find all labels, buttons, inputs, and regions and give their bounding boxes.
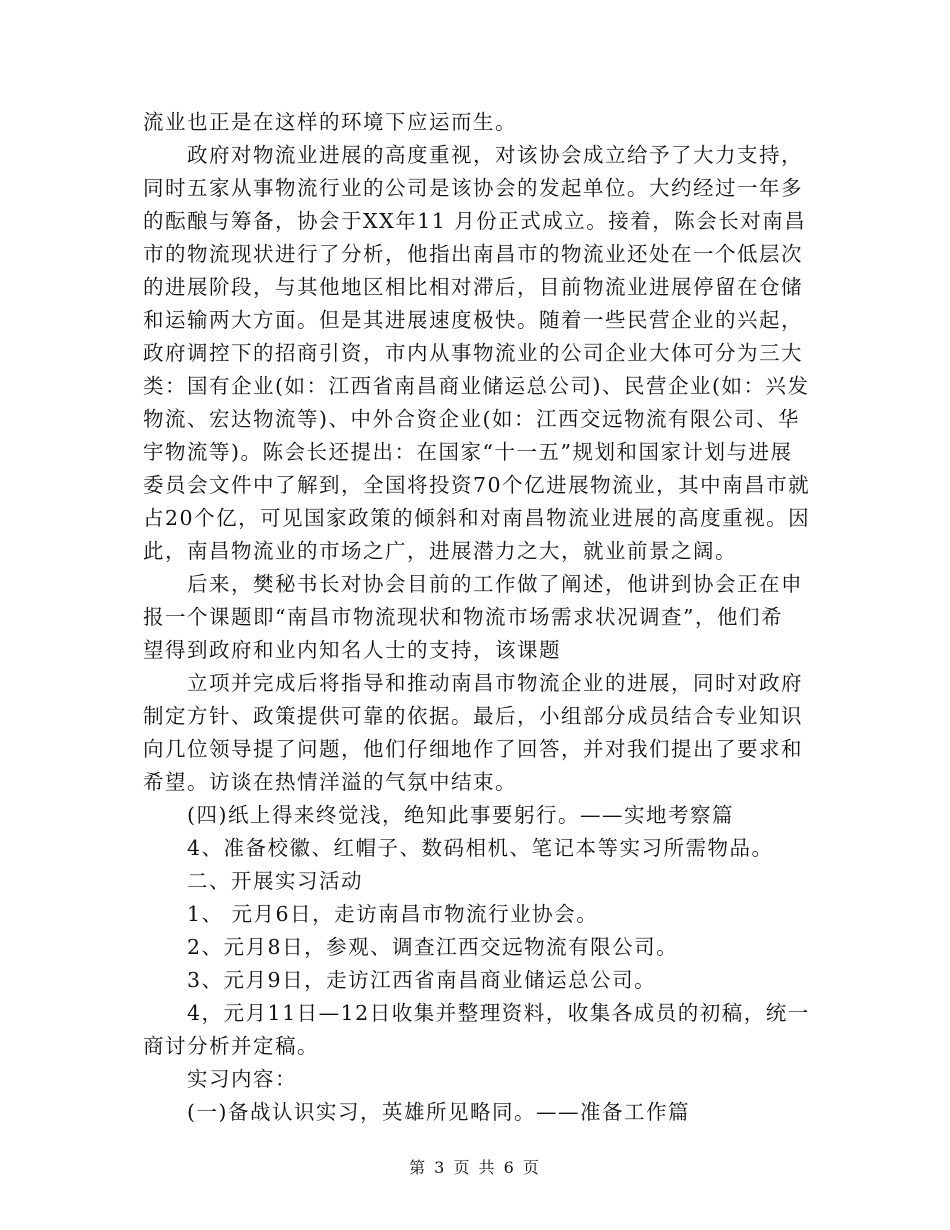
text-line: 委员会文件中了解到，全国将投资70个亿进展物流业，其中南昌市就 [143,473,811,497]
list-item: 3、元月9日，走访江西省南昌商业储运总公司。 [187,968,657,992]
text-line: 物流、宏达物流等)、中外合资企业(如：江西交远物流有限公司、华 [143,407,800,431]
text-line: 希望。访谈在热情洋溢的气氛中结束。 [143,770,517,794]
text-line: 宇物流等)。陈会长还提出：在国家“十一五”规划和国家计划与进展 [143,440,793,464]
text-line: 报一个课题即“南昌市物流现状和物流市场需求状况调查”，他们希 [143,605,783,629]
text-line: 的酝酿与筹备，协会于XX年11 月份正式成立。接着，陈会长对南昌 [143,209,807,233]
text-line: 立项并完成后将指导和推动南昌市物流企业的进展，同时对政府 [187,671,803,695]
text-line: 后来，樊秘书长对协会目前的工作做了阐述，他讲到协会正在申 [187,572,803,596]
list-item: 1、 元月6日，走访南昌市物流行业协会。 [187,902,599,926]
text-line: 流业也正是在这样的环境下应运而生。 [143,110,517,134]
text-line: 同时五家从事物流行业的公司是该协会的发起单位。大约经过一年多 [143,176,803,200]
list-item: 2、元月8日，参观、调查江西交远物流有限公司。 [187,935,679,959]
section-heading: 二、开展实习活动 [187,869,363,893]
text-line: 政府调控下的招商引资，市内从事物流业的公司企业大体可分为三大 [143,341,803,365]
section-heading: (一)备战认识实习，英雄所见略同。——准备工作篇 [187,1100,690,1124]
text-line: 望得到政府和业内知名人士的支持，该课题 [143,638,561,662]
section-heading: (四)纸上得来终觉浅，绝知此事要躬行。——实地考察篇 [187,803,734,827]
page-number-footer: 第 3 页 共 6 页 [409,1158,541,1177]
text-line: 和运输两大方面。但是其进展速度极快。随着一些民营企业的兴起， [143,308,803,332]
text-line: 此，南昌物流业的市场之广，进展潜力之大，就业前景之阔。 [143,539,737,563]
section-heading: 实习内容： [187,1067,297,1091]
text-line: 政府对物流业进展的高度重视，对该协会成立给予了大力支持， [187,143,803,167]
text-line: 类：国有企业(如：江西省南昌商业储运总公司)、民营企业(如：兴发 [143,374,810,398]
text-line: 商讨分析并定稿。 [143,1034,319,1058]
list-item: 4，元月11日—12日收集并整理资料，收集各成员的初稿，统一 [187,1001,810,1025]
document-body [143,106,811,1129]
text-line: 的进展阶段，与其他地区相比相对滞后，目前物流业进展停留在仓储 [143,275,803,299]
text-line: 向几位领导提了问题，他们仔细地作了回答，并对我们提出了要求和 [143,737,803,761]
text-line: 占20个亿，可见国家政策的倾斜和对南昌物流业进展的高度重视。因 [143,506,811,530]
list-item: 4、准备校徽、红帽子、数码相机、笔记本等实习所需物品。 [187,836,774,860]
text-line: 市的物流现状进行了分析，他指出南昌市的物流业还处在一个低层次 [143,242,803,266]
text-line: 制定方针、政策提供可靠的依据。最后，小组部分成员结合专业知识 [143,704,803,728]
